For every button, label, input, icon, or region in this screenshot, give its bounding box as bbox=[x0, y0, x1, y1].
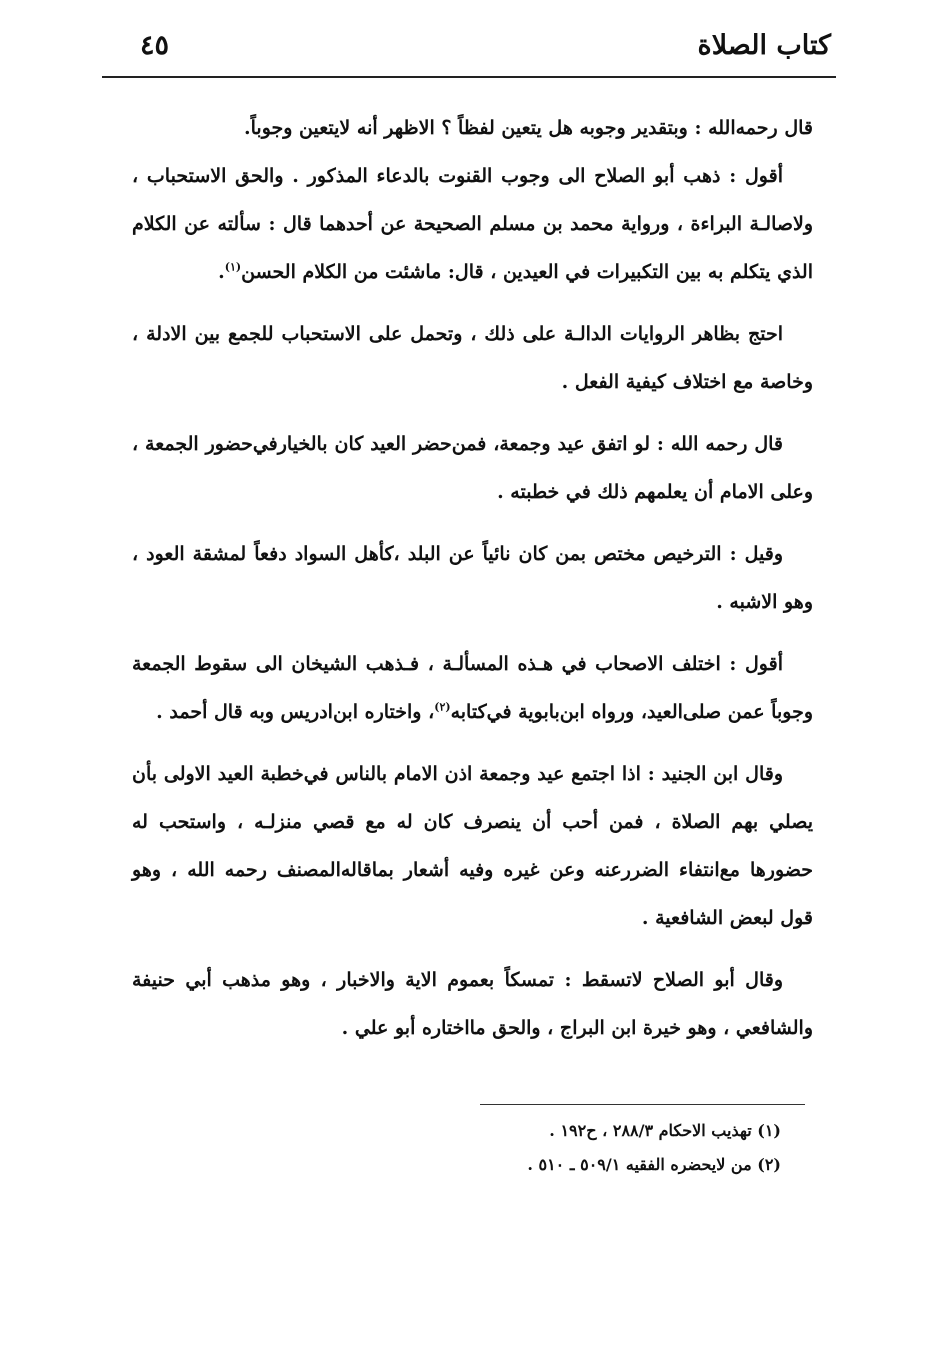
paragraph-6 bbox=[132, 640, 813, 736]
page-number: ٤٥ bbox=[140, 30, 170, 61]
paragraph-5: وقيل : الترخيص مختص بمن كان نائياً عن البلد ،كأهل السواد دفعاً لمشقة العود ، وهو الاشبه . bbox=[132, 543, 813, 613]
paragraph-2-text: أقول : ذهب أبو الصلاح الى وجوب القنوت بالدعاء المذكور . والحق الاستحباب ، ولاصالـة البراءة ، ورواية محمد بن مسلم الصحيحة عن أحدهما قال : سألته عن الكلام الذي يتكلم به بين التكبيرات في العيدين ، قال: ماشئت من الكلام الحسن bbox=[132, 165, 813, 283]
paragraph-6-tail: ، واختاره ابن‌ادريس وبه قال أحمد . bbox=[156, 701, 435, 723]
paragraph-8: وقال أبو الصلاح لاتسقط : تمسكاً بعموم الاية والاخبار ، وهو مذهب أبي حنيفة والشافعي ، وهو خيرة ابن البراج ، والحق مااختاره أبو علي . bbox=[132, 969, 813, 1039]
footnote-2: (٢) من لايحضره الفقيه ٥٠٩/١ ـ ٥١٠ . bbox=[527, 1155, 781, 1174]
paragraph-7: وقال ابن الجنيد : اذا اجتمع عيد وجمعة اذن الامام بالناس في‌خطبة العيد الاولى بأن يصلي بهم الصلاة ، فمن أحب أن ينصرف كان له مع قصي منزلـه ، واستحب له حضورها مع‌انتفاء الضررعنه وعن غيره وفيه أشعار بماقاله‌المصنف رحمه الله ، وهو قول لبعض الشافعية . bbox=[132, 763, 813, 929]
paragraph-4: قال رحمه الله : لو اتفق عيد وجمعة، فمن‌حضر العيد كان بالخيارفي‌حضور الجمعة ، وعلى الامام أن يعلمهم ذلك في خطبته . bbox=[132, 433, 813, 503]
header-rule bbox=[102, 76, 836, 78]
paragraph-1: قال رحمه‌الله : وبتقدير وجوبه هل يتعين لفظاً ؟ الاظهر أنه لايتعين وجوباً. bbox=[244, 117, 813, 139]
book-title: كتاب الصلاة bbox=[697, 30, 831, 61]
paragraph-6-text: أقول : اختلف الاصحاب في هـذه المسألـة ، فـذهب الشيخان الى سقوط الجمعة وجوباً عمن صلى‌العيد، ورواه ابن‌بابوية في‌كتابه bbox=[132, 653, 813, 723]
footnote-1: (١) تهذيب الاحكام ٢٨٨/٣ ، ح١٩٢ . bbox=[549, 1121, 781, 1140]
paragraph-2-tail: . bbox=[218, 261, 225, 283]
page-body bbox=[132, 104, 813, 1052]
footnote-ref-1[interactable]: (١) bbox=[224, 260, 242, 274]
footnotes bbox=[400, 1114, 781, 1182]
page-header bbox=[110, 24, 831, 74]
paragraph-3: احتج بظاهر الروايات الدالـة على ذلك ، وتحمل على الاستحباب للجمع بين الادلة ، وخاصة مع اختلاف كيفية الفعل . bbox=[132, 323, 813, 393]
paragraph-2 bbox=[132, 152, 813, 296]
footnote-rule bbox=[480, 1104, 805, 1105]
footnote-ref-2[interactable]: (٢) bbox=[434, 700, 451, 714]
